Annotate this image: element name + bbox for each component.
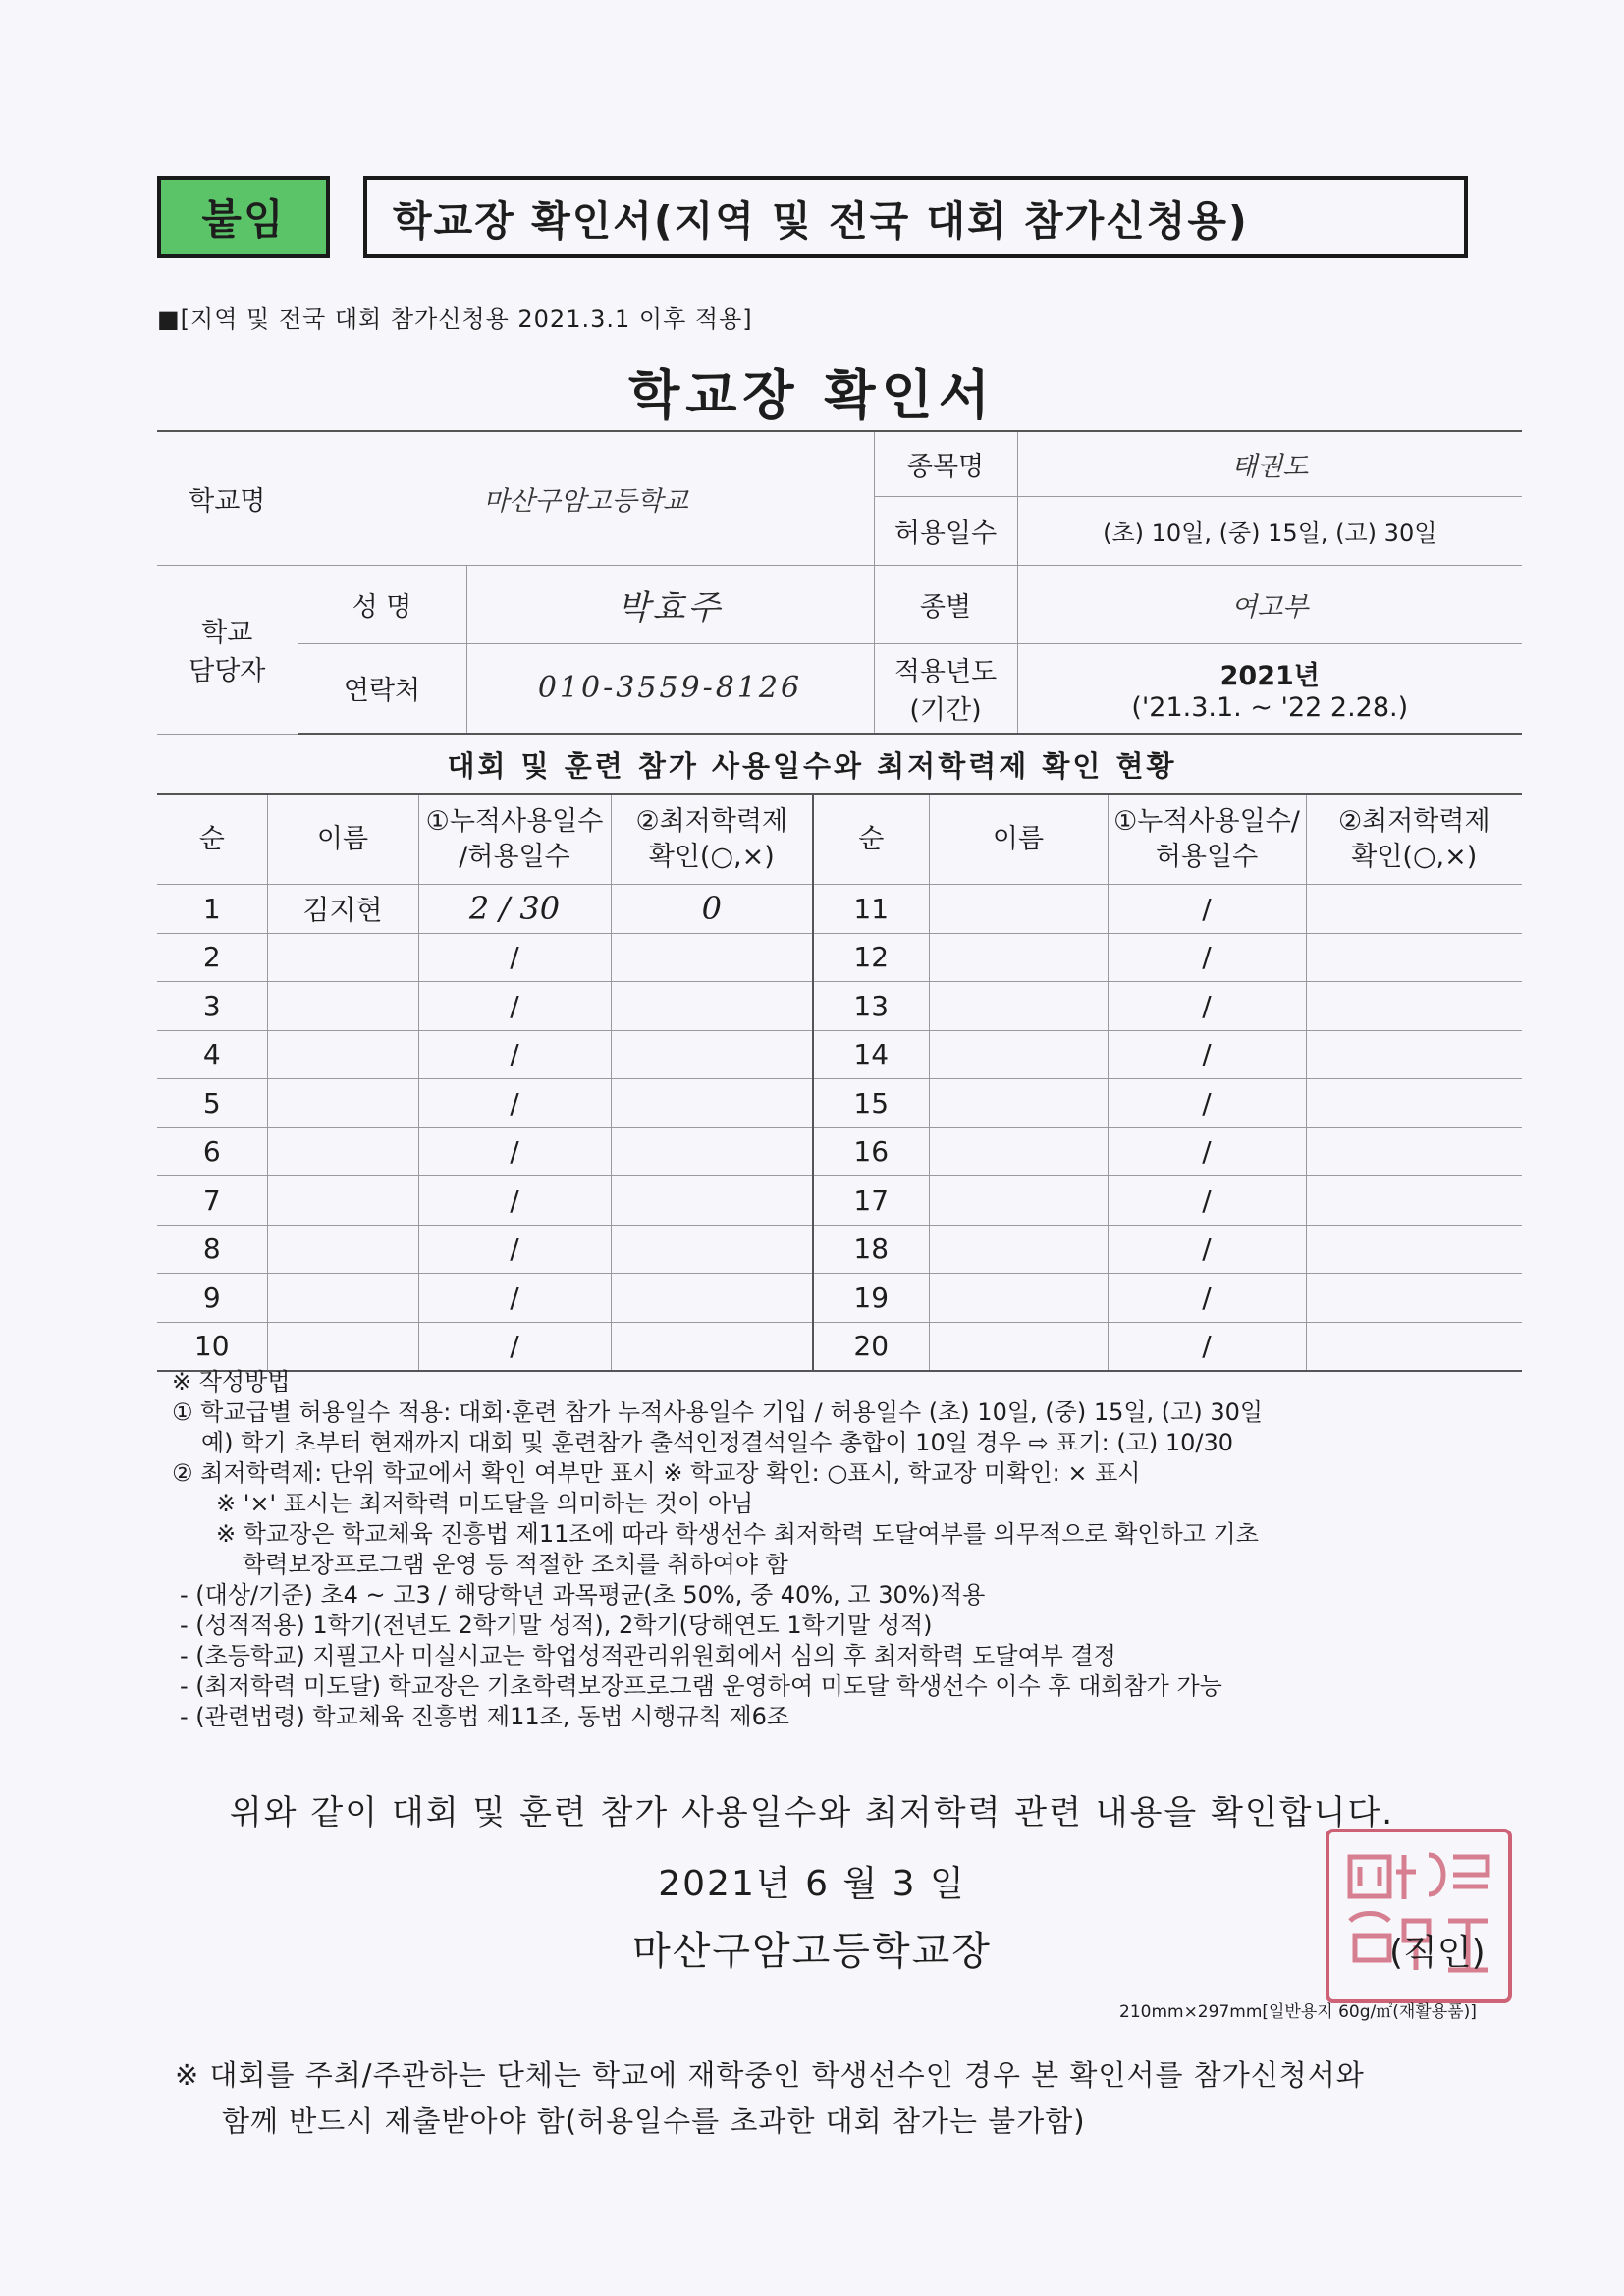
instructions (172, 1367, 1527, 1732)
row-check-left (611, 1322, 813, 1371)
row-no-left: 10 (157, 1322, 267, 1371)
row-check-right (1306, 1030, 1522, 1079)
row-days-right: / (1108, 933, 1306, 982)
document-header-title: 학교장 확인서(지역 및 전국 대회 참가신청용) (363, 176, 1468, 258)
category-value: 여고부 (1017, 565, 1522, 643)
row-check-right (1306, 1127, 1522, 1176)
row-check-left (611, 982, 813, 1031)
row-name-left (267, 1274, 418, 1323)
row-days-right: / (1108, 1079, 1306, 1128)
table-row (157, 1030, 1522, 1079)
row-name-left (267, 982, 418, 1031)
row-check-right (1306, 933, 1522, 982)
header-days-right-line-1: ①누적사용일수/ (1113, 806, 1300, 837)
confirmation-statement: 위와 같이 대회 및 훈련 참가 사용일수와 최저학력 관련 내용을 확인합니다. (229, 1793, 1395, 1832)
row-name-left (267, 1030, 418, 1079)
paper-size-note: 210mm×297mm[일반용지 60g/㎡(재활용품)] (1119, 2002, 1477, 2022)
row-days-right: / (1108, 1225, 1306, 1274)
apply-year-value (1017, 643, 1522, 734)
row-days-right: / (1108, 1322, 1306, 1371)
row-check-left (611, 1225, 813, 1274)
table-row (157, 1127, 1522, 1176)
row-name-right (929, 1030, 1108, 1079)
row-no-left: 9 (157, 1274, 267, 1323)
row-days-left: / (418, 933, 611, 982)
header-check-right-line-1: ②최저학력제 (1337, 806, 1490, 837)
school-value: 마산구암고등학교 (298, 431, 874, 565)
manager-label (157, 565, 298, 734)
row-check-right (1306, 982, 1522, 1031)
row-check-right (1306, 1176, 1522, 1226)
row-days-left: / (418, 1176, 611, 1226)
row-check-left: 0 (611, 885, 813, 934)
row-check-right (1306, 1225, 1522, 1274)
instruction-line: ※ 학교장은 학교체육 진흥법 제11조에 따라 학생선수 최저학력 도달여부를 의무적으로 확인하고 기초 (216, 1520, 1259, 1548)
row-days-left: / (418, 1322, 611, 1371)
sign-date: 2021년 6 월 3 일 (658, 1864, 966, 1904)
instruction-line: - (최저학력 미도달) 학교장은 기초학력보장프로그램 운영하여 미도달 학생선수 이수 후 대회참가 가능 (180, 1672, 1222, 1700)
row-name-left (267, 1322, 418, 1371)
manager-label-line-2: 담당자 (189, 656, 266, 686)
row-name-right (929, 933, 1108, 982)
row-name-right (929, 1127, 1108, 1176)
row-name-right (929, 885, 1108, 934)
row-name-left (267, 1127, 418, 1176)
header-no-left: 순 (157, 794, 267, 885)
row-no-right: 11 (813, 885, 929, 934)
header-days-right (1108, 794, 1306, 885)
seal-mark-label: (직인) (1389, 1933, 1486, 1973)
header-check-left-line-2: 확인(○,×) (648, 842, 775, 872)
row-days-right: / (1108, 885, 1306, 934)
row-no-right: 17 (813, 1176, 929, 1226)
row-days-right: / (1108, 1030, 1306, 1079)
row-days-right: / (1108, 1127, 1306, 1176)
row-check-left (611, 1274, 813, 1323)
contact-value: 010-3559-8126 (466, 643, 874, 734)
row-days-left: / (418, 1030, 611, 1079)
allowed-days-value: (초) 10일, (중) 15일, (고) 30일 (1017, 496, 1522, 565)
row-days-right: / (1108, 982, 1306, 1031)
name-label: 성 명 (298, 565, 466, 643)
instruction-line: ※ 작성방법 (172, 1368, 291, 1395)
official-seal-stamp (1326, 1829, 1512, 2003)
table-row (157, 933, 1522, 982)
row-no-left: 4 (157, 1030, 267, 1079)
instruction-line: - (관련법령) 학교체육 진흥법 제11조, 동법 시행규칙 제6조 (180, 1703, 790, 1730)
row-no-left: 2 (157, 933, 267, 982)
contact-label: 연락처 (298, 643, 466, 734)
row-name-right (929, 1079, 1108, 1128)
row-name-right (929, 1274, 1108, 1323)
header-name-left: 이름 (267, 794, 418, 885)
row-no-right: 19 (813, 1274, 929, 1323)
row-name-right (929, 1322, 1108, 1371)
instruction-line: - (초등학교) 지필고사 미실시교는 학업성적관리위원회에서 심의 후 최저학력 도달여부 결정 (180, 1642, 1116, 1669)
row-name-left (267, 933, 418, 982)
row-check-right (1306, 1079, 1522, 1128)
school-info-table (157, 430, 1522, 735)
header-check-left-line-1: ②최저학력제 (635, 806, 788, 837)
row-check-right (1306, 1274, 1522, 1323)
header-no-right: 순 (813, 794, 929, 885)
row-days-right: / (1108, 1274, 1306, 1323)
footer-line-1: ※ 대회를 주최/주관하는 단체는 학교에 재학중인 학생선수인 경우 본 확인서를 참가신청서와 (175, 2058, 1365, 2092)
table-row (157, 1322, 1522, 1371)
row-no-right: 14 (813, 1030, 929, 1079)
header-days-left-line-2: /허용일수 (459, 842, 570, 872)
row-check-right (1306, 1322, 1522, 1371)
row-name-right (929, 1176, 1108, 1226)
event-label: 종목명 (874, 431, 1017, 496)
status-table-title: 대회 및 훈련 참가 사용일수와 최저학력제 확인 현황 (447, 749, 1177, 783)
row-check-left (611, 1079, 813, 1128)
row-no-right: 20 (813, 1322, 929, 1371)
row-no-right: 12 (813, 933, 929, 982)
allowed-days-label: 허용일수 (874, 496, 1017, 565)
name-value: 박효주 (466, 565, 874, 643)
table-row (157, 1079, 1522, 1128)
header-days-right-line-2: 허용일수 (1155, 842, 1259, 872)
footer-line-2: 함께 반드시 제출받아야 함(허용일수를 초과한 대회 참가는 불가함) (222, 2105, 1086, 2138)
header-name-right: 이름 (929, 794, 1108, 885)
row-days-left: / (418, 1225, 611, 1274)
row-no-left: 8 (157, 1225, 267, 1274)
header-check-left (611, 794, 813, 885)
manager-label-line-1: 학교 (201, 618, 253, 648)
row-check-left (611, 1030, 813, 1079)
principal-name: 마산구암고등학교장 (632, 1929, 992, 1974)
row-name-right (929, 982, 1108, 1031)
header-days-left-line-1: ①누적사용일수 (425, 806, 604, 837)
footer-note (175, 2052, 1549, 2145)
row-days-left: / (418, 1079, 611, 1128)
table-row (157, 1274, 1522, 1323)
apply-year-label (874, 643, 1017, 734)
row-no-right: 16 (813, 1127, 929, 1176)
instruction-line: ② 최저학력제: 단위 학교에서 확인 여부만 표시 ※ 학교장 확인: ○표시, 학교장 미확인: × 표시 (172, 1459, 1141, 1487)
apply-period: ('21.3.1. ~ '22 2.28.) (1131, 691, 1409, 723)
row-no-left: 6 (157, 1127, 267, 1176)
table-row (157, 982, 1522, 1031)
row-check-left (611, 1176, 813, 1226)
table-row (157, 1176, 1522, 1226)
instruction-line: - (대상/기준) 초4 ~ 고3 / 해당학년 과목평균(초 50%, 중 40%, 고 30%)적용 (180, 1581, 986, 1609)
usage-status-table (157, 793, 1522, 1372)
table-row (157, 1225, 1522, 1274)
row-name-left (267, 1176, 418, 1226)
row-days-right: / (1108, 1176, 1306, 1226)
row-name-left (267, 1079, 418, 1128)
row-name-left: 김지현 (267, 885, 418, 934)
instruction-line: - (성적적용) 1학기(전년도 2학기말 성적), 2학기(당해연도 1학기말 성적) (180, 1612, 933, 1639)
row-name-right (929, 1225, 1108, 1274)
instruction-line: 학력보장프로그램 운영 등 적절한 조치를 취하여야 함 (243, 1551, 788, 1578)
apply-year: 2021년 (1219, 660, 1320, 691)
row-check-left (611, 933, 813, 982)
row-days-left: 2 / 30 (418, 885, 611, 934)
instruction-line: ① 학교급별 허용일수 적용: 대회·훈련 참가 누적사용일수 기입 / 허용일수 (초) 10일, (중) 15일, (고) 30일 (172, 1398, 1264, 1426)
row-no-left: 3 (157, 982, 267, 1031)
row-check-right (1306, 885, 1522, 934)
row-check-left (611, 1127, 813, 1176)
row-no-left: 1 (157, 885, 267, 934)
header-days-left (418, 794, 611, 885)
row-days-left: / (418, 1274, 611, 1323)
instruction-line: ※ '×' 표시는 최저학력 미도달을 의미하는 것이 아님 (216, 1490, 754, 1517)
attachment-badge: 붙임 (157, 176, 330, 258)
row-no-left: 7 (157, 1176, 267, 1226)
row-days-left: / (418, 982, 611, 1031)
apply-year-label-line-1: 적용년도 (893, 656, 998, 687)
row-days-left: / (418, 1127, 611, 1176)
category-label: 종별 (874, 565, 1017, 643)
school-label: 학교명 (157, 431, 298, 565)
header-check-right (1306, 794, 1522, 885)
apply-note: ■[지역 및 전국 대회 참가신청용 2021.3.1 이후 적용] (157, 305, 753, 333)
main-title: 학교장 확인서 (628, 364, 996, 426)
row-no-right: 15 (813, 1079, 929, 1128)
row-no-right: 13 (813, 982, 929, 1031)
instruction-line: 예) 학기 초부터 현재까지 대회 및 훈련참가 출석인정결석일수 총합이 10일 경우 ⇨ 표기: (고) 10/30 (201, 1429, 1234, 1456)
row-name-left (267, 1225, 418, 1274)
row-no-left: 5 (157, 1079, 267, 1128)
event-value: 태권도 (1017, 431, 1522, 496)
table-row (157, 885, 1522, 934)
row-no-right: 18 (813, 1225, 929, 1274)
header-check-right-line-2: 확인(○,×) (1351, 842, 1478, 872)
apply-year-label-line-2: (기간) (909, 694, 982, 726)
